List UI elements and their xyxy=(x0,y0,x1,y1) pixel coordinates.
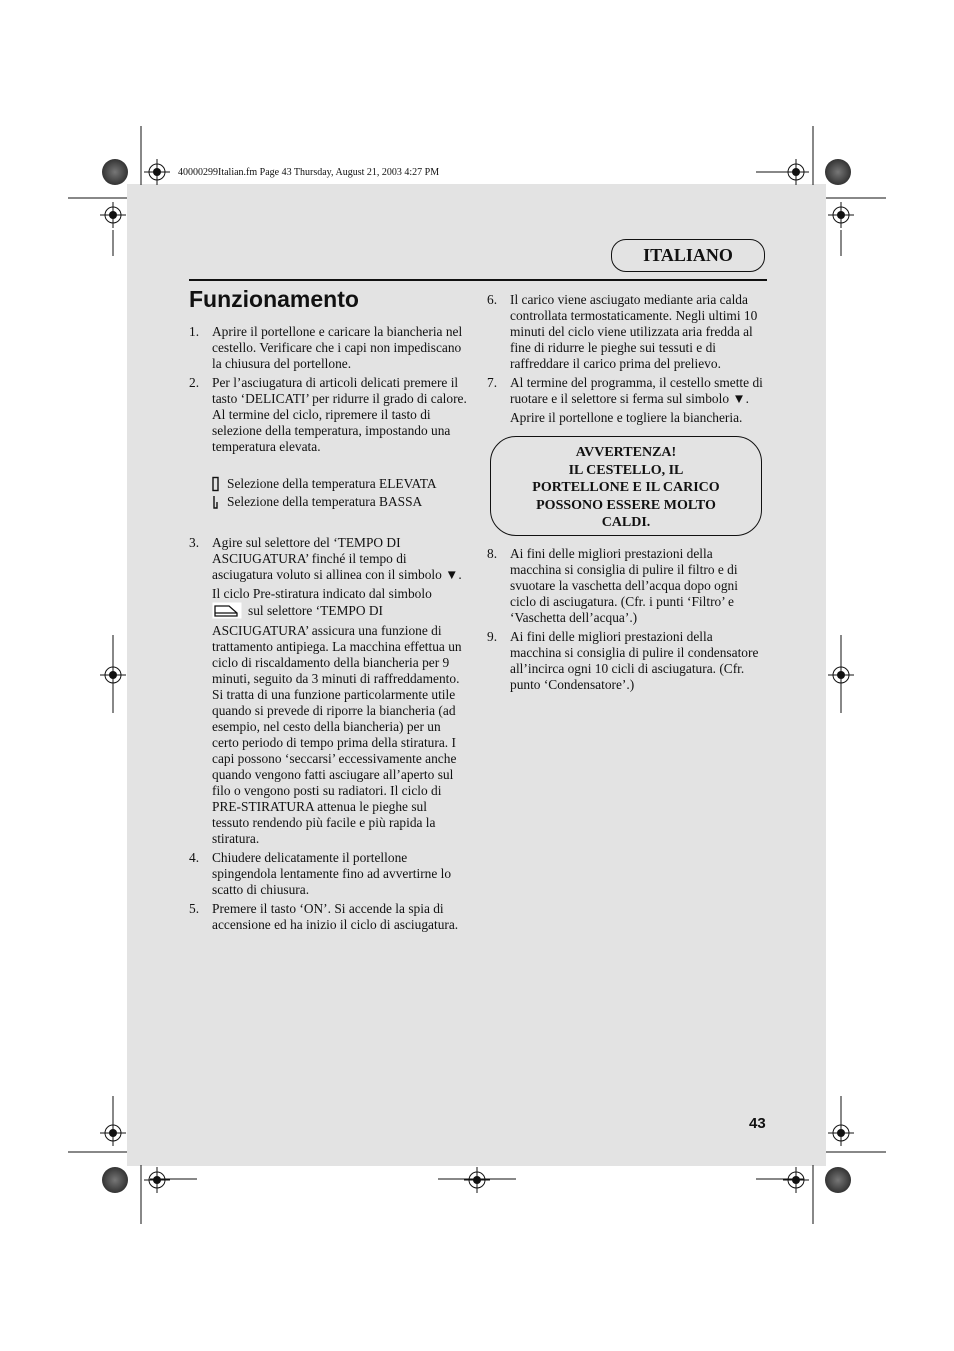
right-column xyxy=(487,292,767,696)
color-target-icon xyxy=(102,1167,128,1193)
list-item xyxy=(487,629,767,693)
page-number: 43 xyxy=(749,1115,766,1132)
temperature-legend-label: Selezione della temperatura BASSA xyxy=(227,494,423,509)
color-target-icon xyxy=(102,159,128,185)
item-number: 8. xyxy=(487,545,498,561)
item-number: 3. xyxy=(189,535,200,550)
warning-box xyxy=(490,436,762,536)
item-number: 2. xyxy=(189,375,200,390)
left-column xyxy=(189,324,467,936)
iron-icon xyxy=(212,602,242,623)
item-text: Il carico viene asciugato mediante aria calda controllata termostaticamente. Negli ultimi 10 minuti del ciclo viene utilizzata aria fredda al fine di ridurre le pieghe sui tessuti e di raffreddare il carico prima del prelievo. xyxy=(510,292,758,371)
temperature-legend-label: Selezione della temperatura ELEVATA xyxy=(227,476,437,491)
color-target-icon xyxy=(825,159,851,185)
temperature-legend-row xyxy=(212,475,467,493)
registration-mark-icon xyxy=(783,159,809,185)
temperature-high-icon xyxy=(212,476,227,492)
registration-mark-icon xyxy=(144,1167,170,1193)
list-item xyxy=(487,292,767,372)
warning-line: CALDI. xyxy=(601,515,651,530)
item-text-part: sul selettore ‘TEMPO DI ASCIUGATURA’ assicura una funzione di trattamento antipiega. La macchina effettua un ciclo di riscaldamento della biancheria per 9 minuti, seguito da 3 minuti di raffreddamento. Si tratta di una funzione particolarmente utile quando si prevede di riporre la biancheria (ad esempio, nel cesto della biancheria) per un certo periodo di tempo prima della stiratura. I capi possono ‘seccarsi’ eccessivamente anche quando vengono fatti asciugare all’aperto sul filo o vengono posti su radiatori. Il ciclo di PRE-STIRATURA attenua le pieghe sul tessuto rendendo più facile e più rapida la stiratura. xyxy=(212,603,462,846)
item-text xyxy=(212,586,467,847)
warning-line: PORTELLONE E IL CARICO xyxy=(532,480,720,495)
registration-mark-icon xyxy=(828,202,854,228)
temperature-legend xyxy=(212,475,467,511)
list-item xyxy=(487,375,767,426)
color-target-icon xyxy=(825,1167,851,1193)
warning-line: AVVERTENZA! xyxy=(575,445,677,460)
item-number: 6. xyxy=(487,292,498,307)
registration-mark-icon xyxy=(100,662,126,688)
list-item xyxy=(487,546,767,626)
item-text-part: Il ciclo Pre-stiratura indicato dal simbolo xyxy=(212,586,432,601)
item-text: Chiudere delicatamente il portellone spingendola lentamente fino ad avvertirne lo scatto di chiusura. xyxy=(212,850,452,897)
registration-mark-icon xyxy=(144,159,170,185)
registration-mark-icon xyxy=(828,662,854,688)
list-item xyxy=(189,850,467,898)
item-number: 1. xyxy=(189,324,200,339)
item-text: Aprire il portellone e caricare la biancheria nel cestello. Verificare che i capi non impediscano la chiusura del portellone. xyxy=(212,324,463,371)
registration-mark-icon xyxy=(828,1120,854,1146)
item-text: Agire sul selettore del ‘TEMPO DI ASCIUGATURA’ finché il tempo di asciugatura voluto si allinea con il simbolo ▼. xyxy=(212,535,462,582)
item-text: Al termine del programma, il cestello smette di ruotare e il selettore si ferma sul simbolo ▼. xyxy=(510,375,763,406)
list-item xyxy=(189,324,467,372)
item-number: 7. xyxy=(487,375,498,390)
item-text: Premere il tasto ‘ON’. Si accende la spia di accensione ed ha inizio il ciclo di asciugatura. xyxy=(212,901,459,932)
title-rule xyxy=(189,279,767,281)
item-number: 9. xyxy=(487,628,498,644)
temperature-legend-row xyxy=(212,493,467,511)
registration-mark-icon xyxy=(100,1120,126,1146)
registration-mark-icon xyxy=(464,1167,490,1193)
list-item xyxy=(189,535,467,847)
list-item xyxy=(189,375,467,455)
page-title: Funzionamento xyxy=(189,286,359,312)
item-text: Ai fini delle migliori prestazioni della macchina si consiglia di pulire il filtro e di svuotare la vaschetta dell’acqua dopo ogni ciclo di asciugatura. (Cfr. i punti ‘Filtro’ e ‘Vaschetta dell’acqua’.) xyxy=(510,545,738,625)
item-text: Ai fini delle migliori prestazioni della macchina si consiglia di pulire il condensatore all’incirca ogni 10 cicli di asciugatura. (Cfr. punto ‘Condensatore’.) xyxy=(510,628,759,692)
item-number: 4. xyxy=(189,850,200,865)
list-item xyxy=(189,901,467,933)
temperature-low-icon xyxy=(212,494,227,510)
language-badge: ITALIANO xyxy=(611,239,765,272)
warning-line: IL CESTELLO, IL xyxy=(568,462,684,478)
registration-mark-icon xyxy=(783,1167,809,1193)
item-text: Per l’asciugatura di articoli delicati premere il tasto ‘DELICATI’ per ridurre il grado di calore. Al termine del ciclo, ripremere il tasto di selezione della temperatura, impostando una temperatura elevata. xyxy=(212,375,467,454)
item-text: Aprire il portellone e togliere la biancheria. xyxy=(510,410,743,425)
item-number: 5. xyxy=(189,901,200,916)
warning-line: POSSONO ESSERE MOLTO xyxy=(536,497,716,513)
file-header: 40000299Italian.fm Page 43 Thursday, August 21, 2003 4:27 PM xyxy=(178,167,440,178)
registration-mark-icon xyxy=(100,202,126,228)
